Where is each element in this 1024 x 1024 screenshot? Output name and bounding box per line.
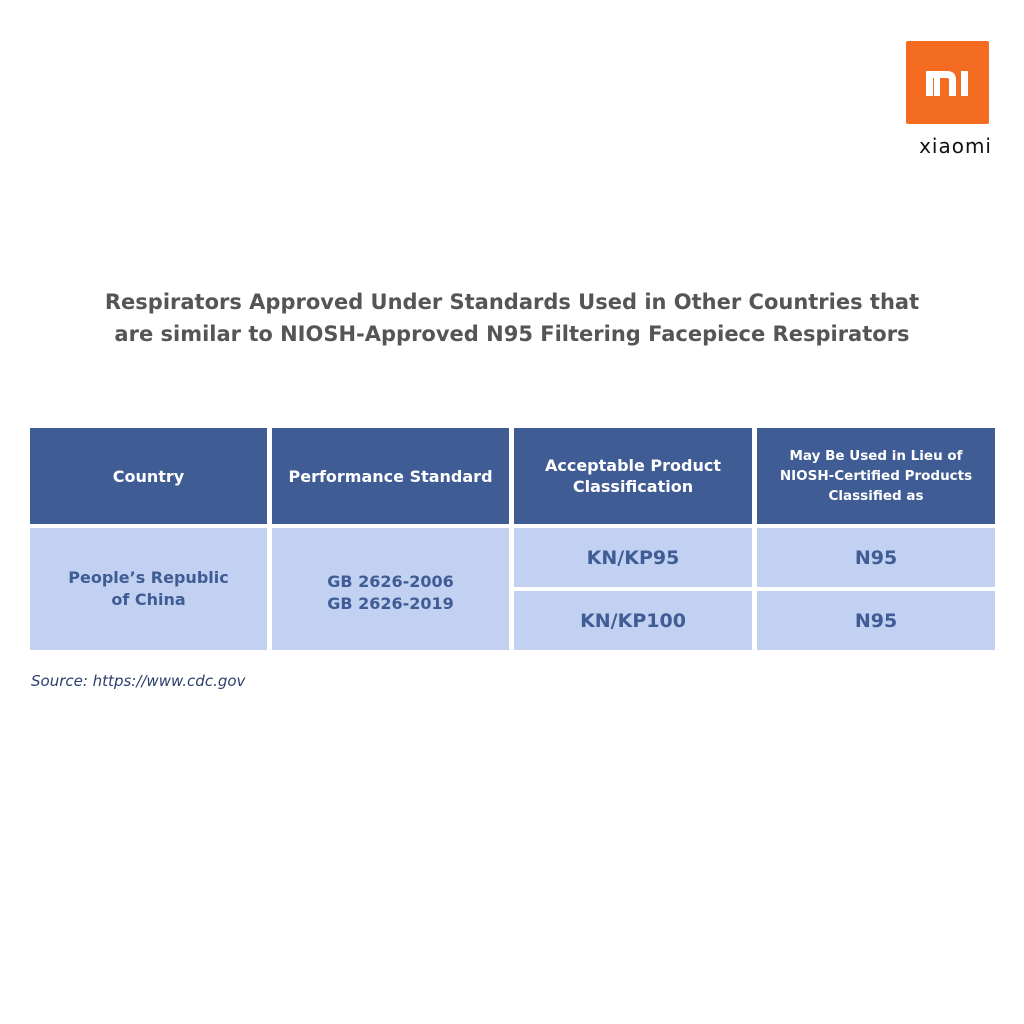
header-lieu-of-line-3: Classified as	[828, 488, 924, 504]
xiaomi-wordmark: xiaomi	[919, 134, 992, 158]
header-country-label: Country	[112, 466, 185, 486]
lieu-of-value: N95	[854, 609, 898, 632]
source-note: Source: https://www.cdc.gov	[31, 672, 246, 690]
cell-classification-row-2	[514, 591, 752, 650]
title-line-2: are similar to NIOSH-Approved N95 Filtering Facepiece Respirators	[114, 322, 910, 346]
header-lieu-of	[757, 428, 995, 524]
cell-country	[30, 528, 267, 650]
country-line-2: of China	[111, 590, 186, 609]
xiaomi-logo	[906, 41, 989, 124]
standard-1: GB 2626-2006	[327, 572, 454, 591]
header-lieu-of-line-2: NIOSH-Certified Products	[779, 468, 973, 484]
cell-lieu-of-row-2	[757, 591, 995, 650]
header-classification	[514, 428, 752, 524]
cell-lieu-of-row-1	[757, 528, 995, 587]
classification-value: KN/KP100	[580, 609, 686, 632]
header-performance-standard-label: Performance Standard	[288, 466, 493, 486]
title-line-1: Respirators Approved Under Standards Used in Other Countries that	[104, 290, 920, 314]
header-country	[30, 428, 267, 524]
cell-standards	[272, 528, 509, 650]
header-classification-line-1: Acceptable Product	[544, 456, 722, 475]
country-line-1: People’s Republic	[68, 568, 229, 587]
mi-logo-icon	[906, 41, 989, 124]
lieu-of-value: N95	[854, 546, 898, 569]
classification-value: KN/KP95	[586, 546, 680, 569]
header-lieu-of-line-1: May Be Used in Lieu of	[789, 448, 963, 464]
header-classification-line-2: Classification	[572, 477, 694, 496]
standard-2: GB 2626-2019	[327, 594, 454, 613]
header-performance-standard	[272, 428, 509, 524]
page-title	[40, 286, 984, 350]
cell-classification-row-1	[514, 528, 752, 587]
